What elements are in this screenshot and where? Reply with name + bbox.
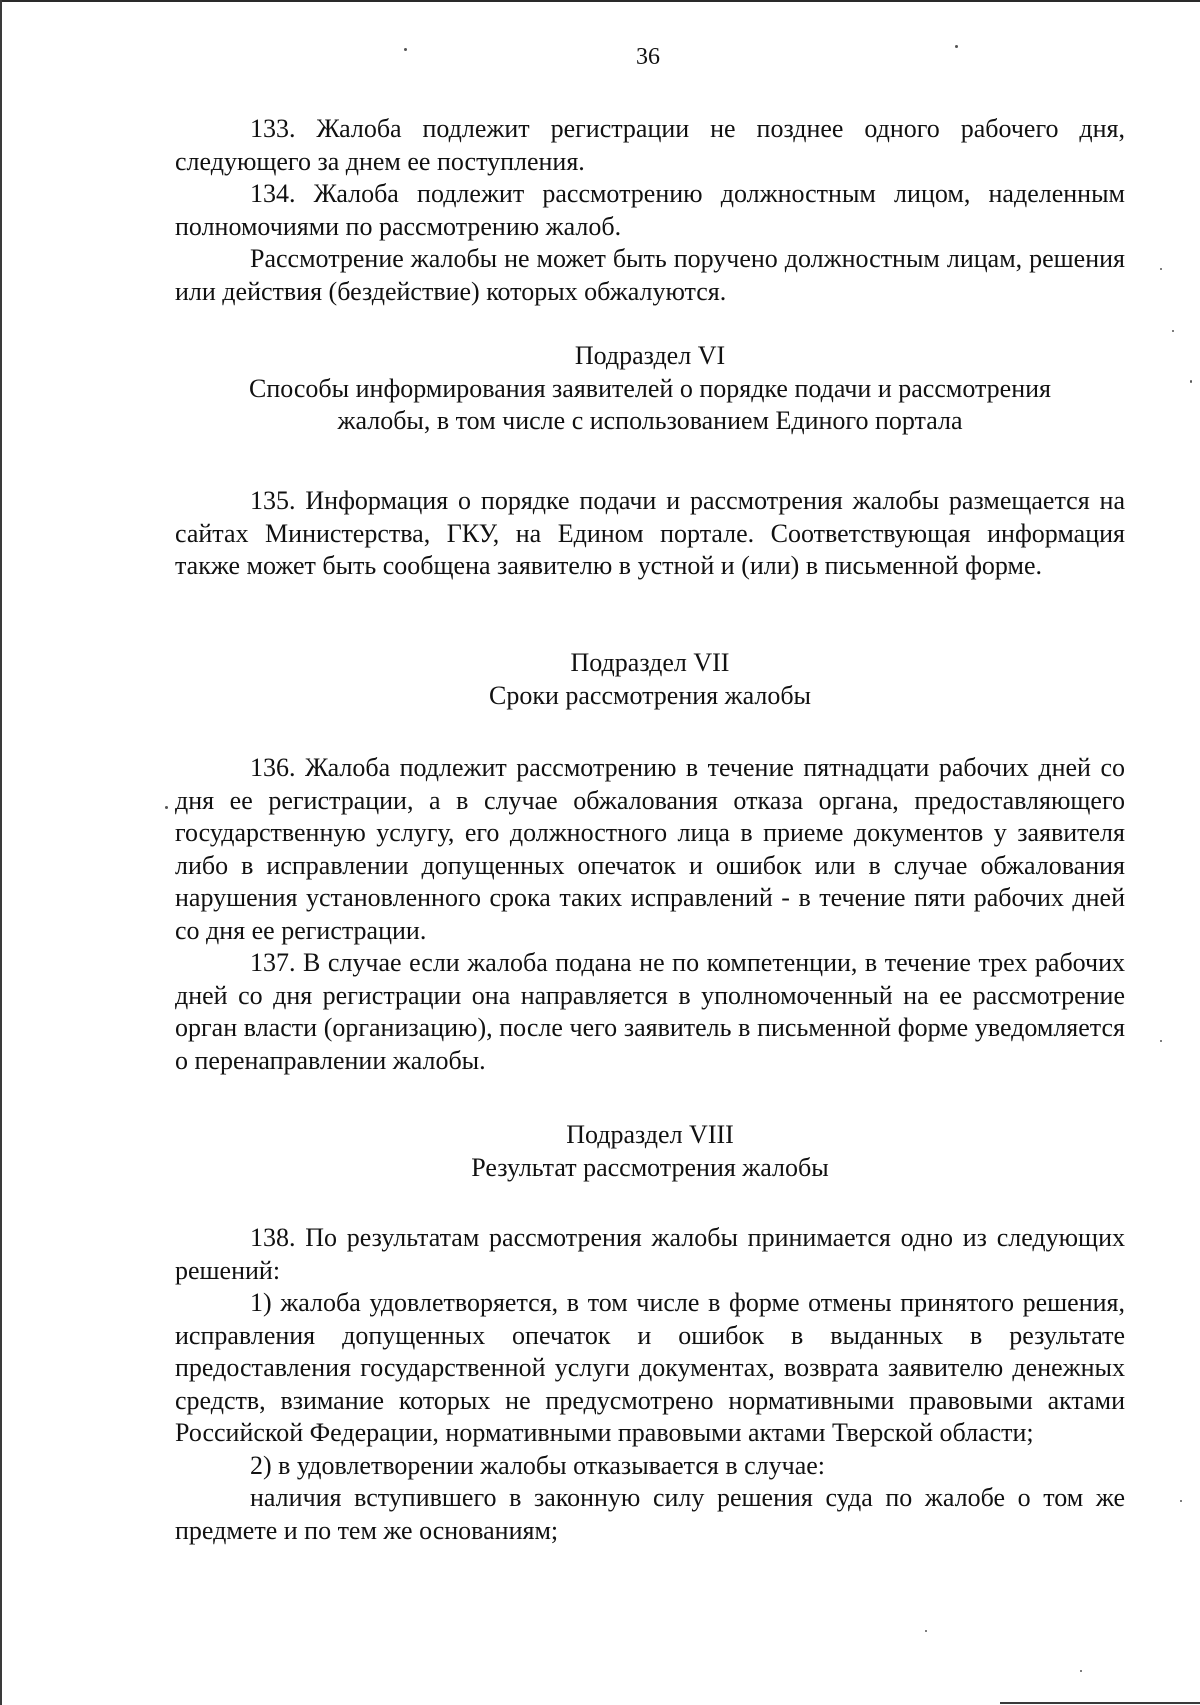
scan-speck	[1180, 1500, 1182, 1502]
subsection-8-title: Результат рассмотрения жалобы	[471, 1152, 829, 1182]
scan-speck	[1172, 330, 1174, 332]
paragraph-135: 135. Информация о порядке подачи и рассмотрения жалобы размещается на сайтах Министерства, ГКУ, на Едином портале. Соответствующая информация также может быть сообщена заявителю в устной и (или) в письменной форме.	[175, 486, 1125, 580]
scan-speck	[165, 806, 168, 809]
paragraphs-133-134	[175, 113, 1125, 308]
subsection-6-label: Подраздел VI	[574, 341, 726, 370]
paragraph-138: 138. По результатам рассмотрения жалобы принимается одно из следующих решений:	[175, 1223, 1125, 1285]
paragraph-138-item-2-detail: наличия вступившего в законную силу решения суда по жалобе о том же предмете и по тем же основаниям;	[175, 1483, 1125, 1545]
subsection-6-title-line2: жалобы, в том числе с использованием Единого портала	[337, 406, 963, 435]
scan-speck	[1190, 380, 1192, 383]
scan-speck	[1160, 268, 1162, 270]
scan-edge-bottom	[1000, 1702, 1200, 1704]
paragraphs-136-137	[175, 752, 1125, 1077]
scan-speck	[1080, 1670, 1082, 1672]
scan-speck	[404, 48, 407, 51]
subsection-8-label: Подраздел VIII	[566, 1120, 734, 1149]
scan-edge-left	[0, 0, 2, 1705]
paragraph-134-continued: Рассмотрение жалобы не может быть поручено должностным лицам, решения или действия (бездействие) которых обжалуются.	[175, 244, 1125, 306]
paragraph-133: 133. Жалоба подлежит регистрации не позднее одного рабочего дня, следующего за днем ее поступления.	[175, 114, 1125, 176]
subsection-7-label: Подраздел VII	[570, 648, 730, 677]
subsection-7-heading	[175, 647, 1125, 712]
paragraph-136: 136. Жалоба подлежит рассмотрению в течение пятнадцати рабочих дней со дня ее регистрации, а в случае обжалования отказа органа, предоставляющего государственную услугу, его должностного лица в приеме документов у заявителя либо в исправлении допущенных опечаток и ошибок или в случае обжалования нарушения установленного срока таких исправлений - в течение пяти рабочих дней со дня ее регистрации.	[175, 753, 1125, 945]
subsection-8-heading	[175, 1119, 1125, 1184]
paragraph-138-item-1: 1) жалоба удовлетворяется, в том числе в форме отмены принятого решения, исправления допущенных опечаток и ошибок в выданных в результате предоставления государственной услуги документах, возврата заявителю денежных средств, взимание которых не предусмотрено нормативными правовыми актами Российской Федерации, нормативными правовыми актами Тверской области;	[175, 1288, 1125, 1447]
paragraph-135-block	[175, 485, 1125, 583]
scan-speck	[955, 45, 958, 48]
scan-speck	[925, 1630, 927, 1632]
paragraph-138-block	[175, 1222, 1125, 1547]
paragraph-137: 137. В случае если жалоба подана не по компетенции, в течение трех рабочих дней со дня регистрации она направляется в уполномоченный на ее рассмотрение орган власти (организацию), после чего заявитель в письменной форме уведомляется о перенаправлении жалобы.	[175, 948, 1125, 1075]
scan-edge-top	[0, 0, 1200, 2]
subsection-6-title-line1: Способы информирования заявителей о порядке подачи и рассмотрения	[248, 373, 1051, 403]
subsection-6-heading	[175, 340, 1125, 438]
paragraph-138-item-2: 2) в удовлетворении жалобы отказывается в случае:	[250, 1450, 826, 1480]
subsection-7-title: Сроки рассмотрения жалобы	[488, 680, 812, 710]
paragraph-134: 134. Жалоба подлежит рассмотрению должностным лицом, наделенным полномочиями по рассмотрению жалоб.	[175, 179, 1125, 241]
scan-speck	[1160, 1040, 1162, 1042]
page-number: 36	[636, 44, 660, 70]
